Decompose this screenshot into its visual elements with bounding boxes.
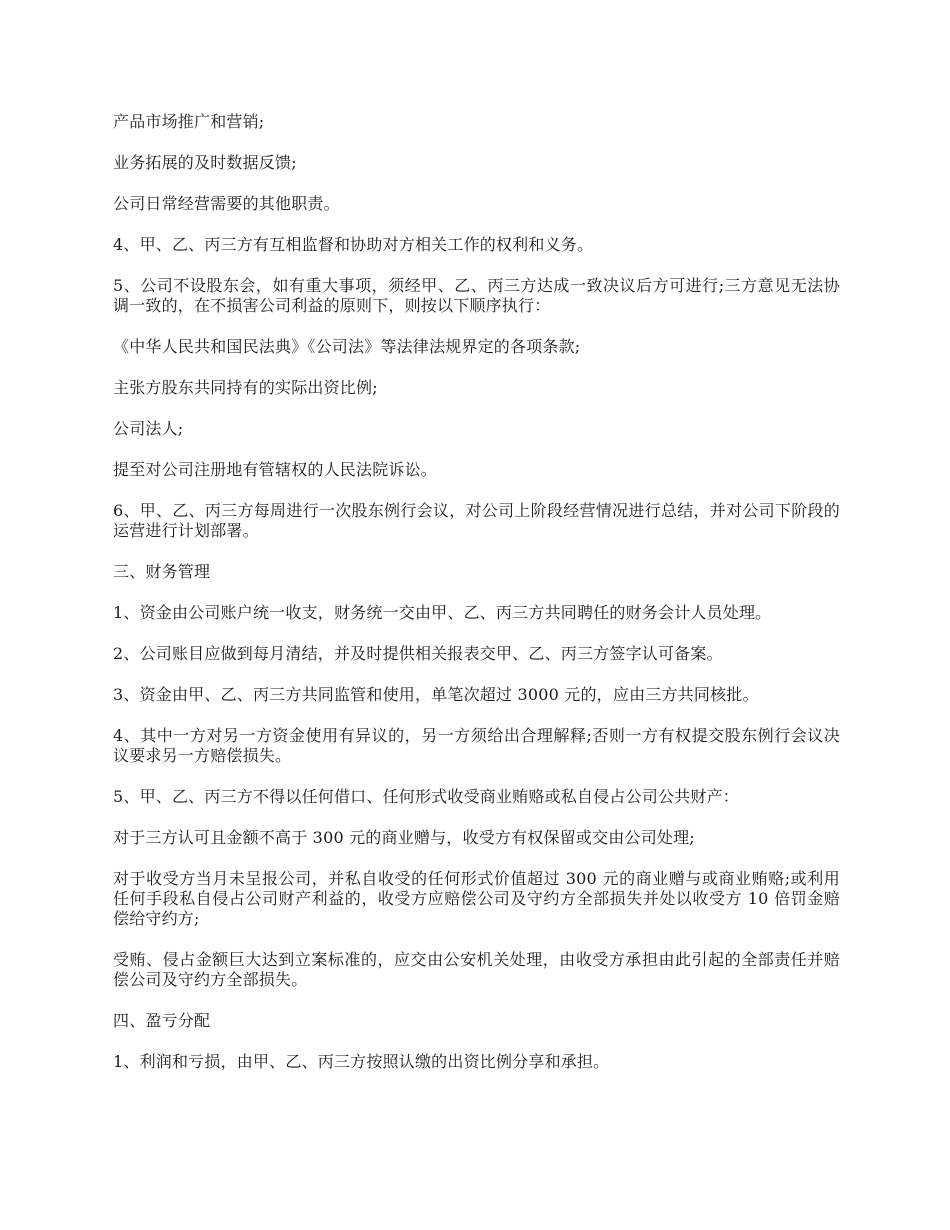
- paragraph-bribery-police: 受贿、侵占金额巨大达到立案标准的，应交由公安机关处理，由收受方承担由此引起的全部责任并赔偿公司及守约方全部损失。: [113, 950, 840, 989]
- paragraph-gift-penalty: 对于收受方当月未呈报公司，并私自收受的任何形式价值超过 300 元的商业赠与或商业贿赂;或利用任何手段私自侵占公司财产利益的，收受方应赔偿公司及守约方全部损失并处以收受方 10 倍罚金赔偿给守约方;: [113, 869, 840, 928]
- paragraph-gift-allowed: 对于三方认可且金额不高于 300 元的商业赠与，收受方有权保留或交由公司处理;: [113, 828, 695, 847]
- paragraph-clause-5-no-board: 5、公司不设股东会，如有重大事项，须经甲、乙、丙三方达成一致决议后方可进行;三方意见无法协调一致的，在不损害公司利益的原则下，则按以下顺序执行：: [113, 276, 840, 315]
- section-heading-profit-loss: 四、盈亏分配: [113, 1011, 211, 1030]
- paragraph-finance-3: 3、资金由甲、乙、丙三方共同监管和使用，单笔次超过 3000 元的，应由三方共同核批。: [113, 685, 759, 704]
- paragraph-other-duties: 公司日常经营需要的其他职责。: [113, 194, 340, 213]
- paragraph-marketing: 产品市场推广和营销;: [113, 112, 265, 131]
- paragraph-profit-loss-1: 1、利润和亏损，由甲、乙、丙三方按照认缴的出资比例分享和承担。: [113, 1052, 610, 1071]
- paragraph-clause-6-weekly-meeting: 6、甲、乙、丙三方每周进行一次股东例行会议，对公司上阶段经营情况进行总结，并对公司下阶段的运营进行计划部署。: [113, 501, 840, 540]
- section-heading-finance: 三、财务管理: [113, 562, 211, 581]
- paragraph-finance-2: 2、公司账目应做到每月清结，并及时提供相关报表交甲、乙、丙三方签字认可备案。: [113, 644, 723, 663]
- paragraph-clause-4-supervision: 4、甲、乙、丙三方有互相监督和协助对方相关工作的权利和义务。: [113, 235, 594, 254]
- paragraph-order-capital-ratio: 主张方股东共同持有的实际出资比例;: [113, 378, 378, 397]
- paragraph-finance-5: 5、甲、乙、丙三方不得以任何借口、任何形式收受商业贿赂或私自侵占公司公共财产：: [113, 787, 739, 806]
- paragraph-data-feedback: 业务拓展的及时数据反馈;: [113, 153, 297, 172]
- paragraph-order-legal-person: 公司法人;: [113, 419, 184, 438]
- paragraph-finance-1: 1、资金由公司账户统一收支，财务统一交由甲、乙、丙三方共同聘任的财务会计人员处理。: [113, 603, 772, 622]
- paragraph-order-law: 《中华人民共和国民法典》《公司法》等法律法规界定的各项条款;: [113, 337, 581, 356]
- paragraph-finance-4: 4、其中一方对另一方资金使用有异议的，另一方须给出合理解释;否则一方有权提交股东例行会议决议要求另一方赔偿损失。: [113, 726, 840, 765]
- paragraph-order-court: 提至对公司注册地有管辖权的人民法院诉讼。: [113, 460, 438, 479]
- document-body: [113, 112, 840, 1093]
